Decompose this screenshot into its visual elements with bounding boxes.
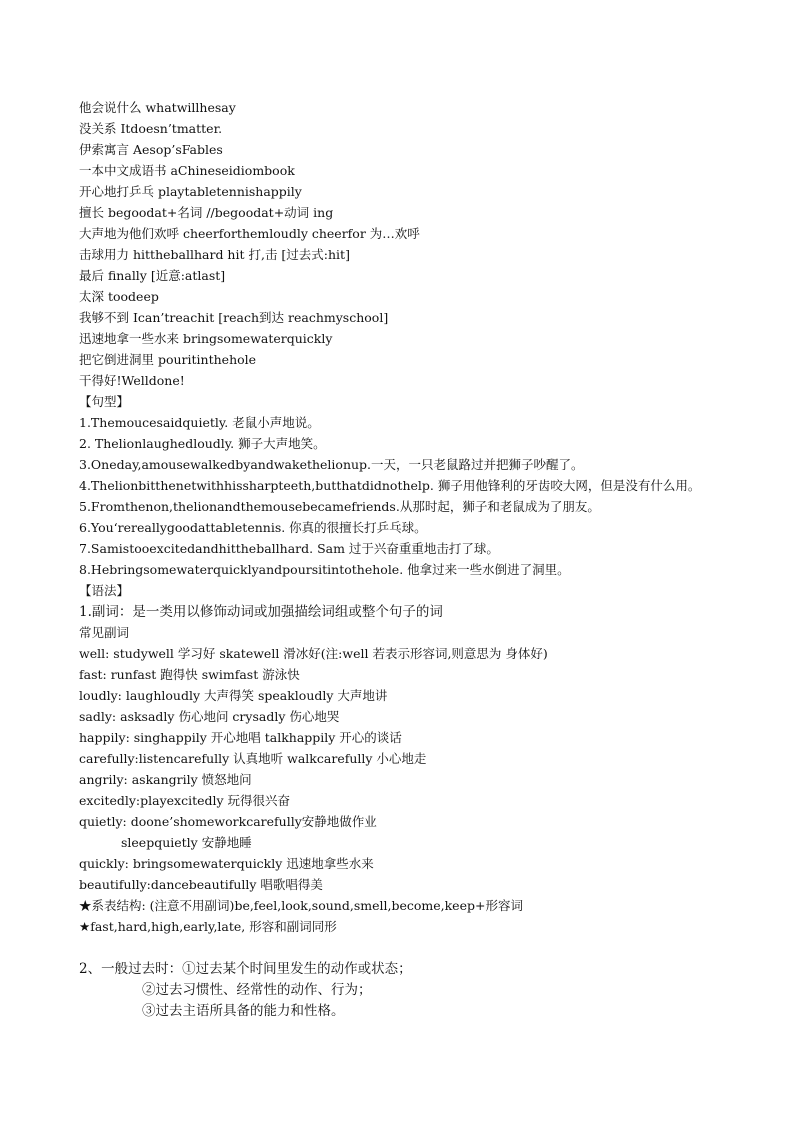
phrase-line: 我够不到 Ican’treachit [reach到达 reachmyschool] — [79, 310, 389, 325]
phrase-line: 把它倒进洞里 pouritinthehole — [79, 352, 257, 367]
adverb-line: beautifully:dancebeautifully 唱歌唱得美 — [79, 877, 323, 892]
adverb-line: carefully:listencarefully 认真地听 walkcarefully 小心地走 — [79, 751, 427, 766]
star-note: ★系表结构: (注意不用副词)be,feel,look,sound,smell,become,keep+形容词 — [79, 898, 523, 913]
phrase-line: 大声地为他们欢呼 cheerforthemloudly cheerfor 为…欢呼 — [79, 226, 420, 241]
phrase-line: 一本中文成语书 aChineseidiombook — [79, 163, 295, 178]
sentence-line: 4.Thelionbitthenetwithhissharpteeth,butthatdidnothelp. 狮子用他锋利的牙齿咬大网，但是没有什么用。 — [79, 478, 701, 493]
sentence-line: 5.Fromthenon,thelionandthemousebecamefriends.从那时起，狮子和老鼠成为了朋友。 — [79, 499, 600, 514]
phrase-line: 击球用力 hittheballhard hit 打,击 [过去式:hit] — [79, 247, 350, 262]
phrase-line: 迅速地拿一些水来 bringsomewaterquickly — [79, 331, 333, 346]
section-heading-sentences: 【句型】 — [79, 394, 130, 409]
adverb-line: quickly: bringsomewaterquickly 迅速地拿些水来 — [79, 856, 374, 871]
adverb-line: fast: runfast 跑得快 swimfast 游泳快 — [79, 667, 300, 682]
sentence-line: 1.Themoucesaidquietly. 老鼠小声地说。 — [79, 415, 320, 430]
sentence-line: 2. Thelionlaughedloudly. 狮子大声地笑。 — [79, 436, 326, 451]
adverb-line: excitedly:playexcitedly 玩得很兴奋 — [79, 793, 291, 808]
sentence-line: 6.You‘rereallygoodattabletennis. 你真的很擅长打乒乓球。 — [79, 520, 427, 535]
past-tense-title: 2、一般过去时：①过去某个时间里发生的动作或状态； — [79, 961, 412, 977]
adverb-line: loudly: laughloudly 大声得笑 speakloudly 大声地讲 — [79, 688, 388, 703]
past-tense-point: ②过去习惯性、经常性的动作、行为； — [142, 982, 372, 998]
section-heading-grammar: 【语法】 — [79, 583, 130, 598]
sentence-line: 8.Hebringsomewaterquicklyandpoursitintothehole. 他拿过来一些水倒进了洞里。 — [79, 562, 570, 577]
adverb-line: sadly: asksadly 伤心地问 crysadly 伤心地哭 — [79, 709, 340, 724]
sentence-line: 7.Samistooexcitedandhittheballhard. Sam 过于兴奋重重地击打了球。 — [79, 541, 499, 556]
adverb-line: happily: singhappily 开心地唱 talkhappily 开心的谈话 — [79, 730, 402, 745]
phrase-line: 擅长 begoodat+名词 //begoodat+动词 ing — [79, 205, 334, 220]
phrase-line: 最后 finally [近意:atlast] — [79, 268, 226, 283]
phrase-line: 干得好!Welldone! — [79, 373, 185, 388]
adverb-definition: 1.副词：是一类用以修饰动词或加强描绘词组或整个句子的词 — [79, 604, 443, 620]
phrase-line: 太深 toodeep — [79, 289, 159, 304]
past-tense-point: ③过去主语所具备的能力和性格。 — [142, 1003, 345, 1019]
adverb-line-continued: sleepquietly 安静地睡 — [121, 835, 252, 850]
adverb-line: well: studywell 学习好 skatewell 滑冰好(注:well 若表示形容词,则意思为 身体好) — [79, 646, 548, 661]
phrase-line: 他会说什么 whatwillhesay — [79, 100, 236, 115]
common-adverbs-title: 常见副词 — [79, 625, 130, 640]
adverb-line: angrily: askangrily 愤怒地问 — [79, 772, 252, 787]
phrase-line: 伊索寓言 Aesop’sFables — [79, 142, 223, 157]
star-note: ★fast,hard,high,early,late, 形容和副词同形 — [79, 919, 337, 934]
sentence-line: 3.Oneday,amousewalkedbyandwakethelionup.一天，一只老鼠路过并把狮子吵醒了。 — [79, 457, 584, 472]
phrase-line: 没关系 Itdoesn’tmatter. — [79, 121, 223, 136]
phrase-line: 开心地打乒乓 playtabletennishappily — [79, 184, 302, 199]
adverb-line: quietly: doone’shomeworkcarefully安静地做作业 — [79, 814, 377, 829]
